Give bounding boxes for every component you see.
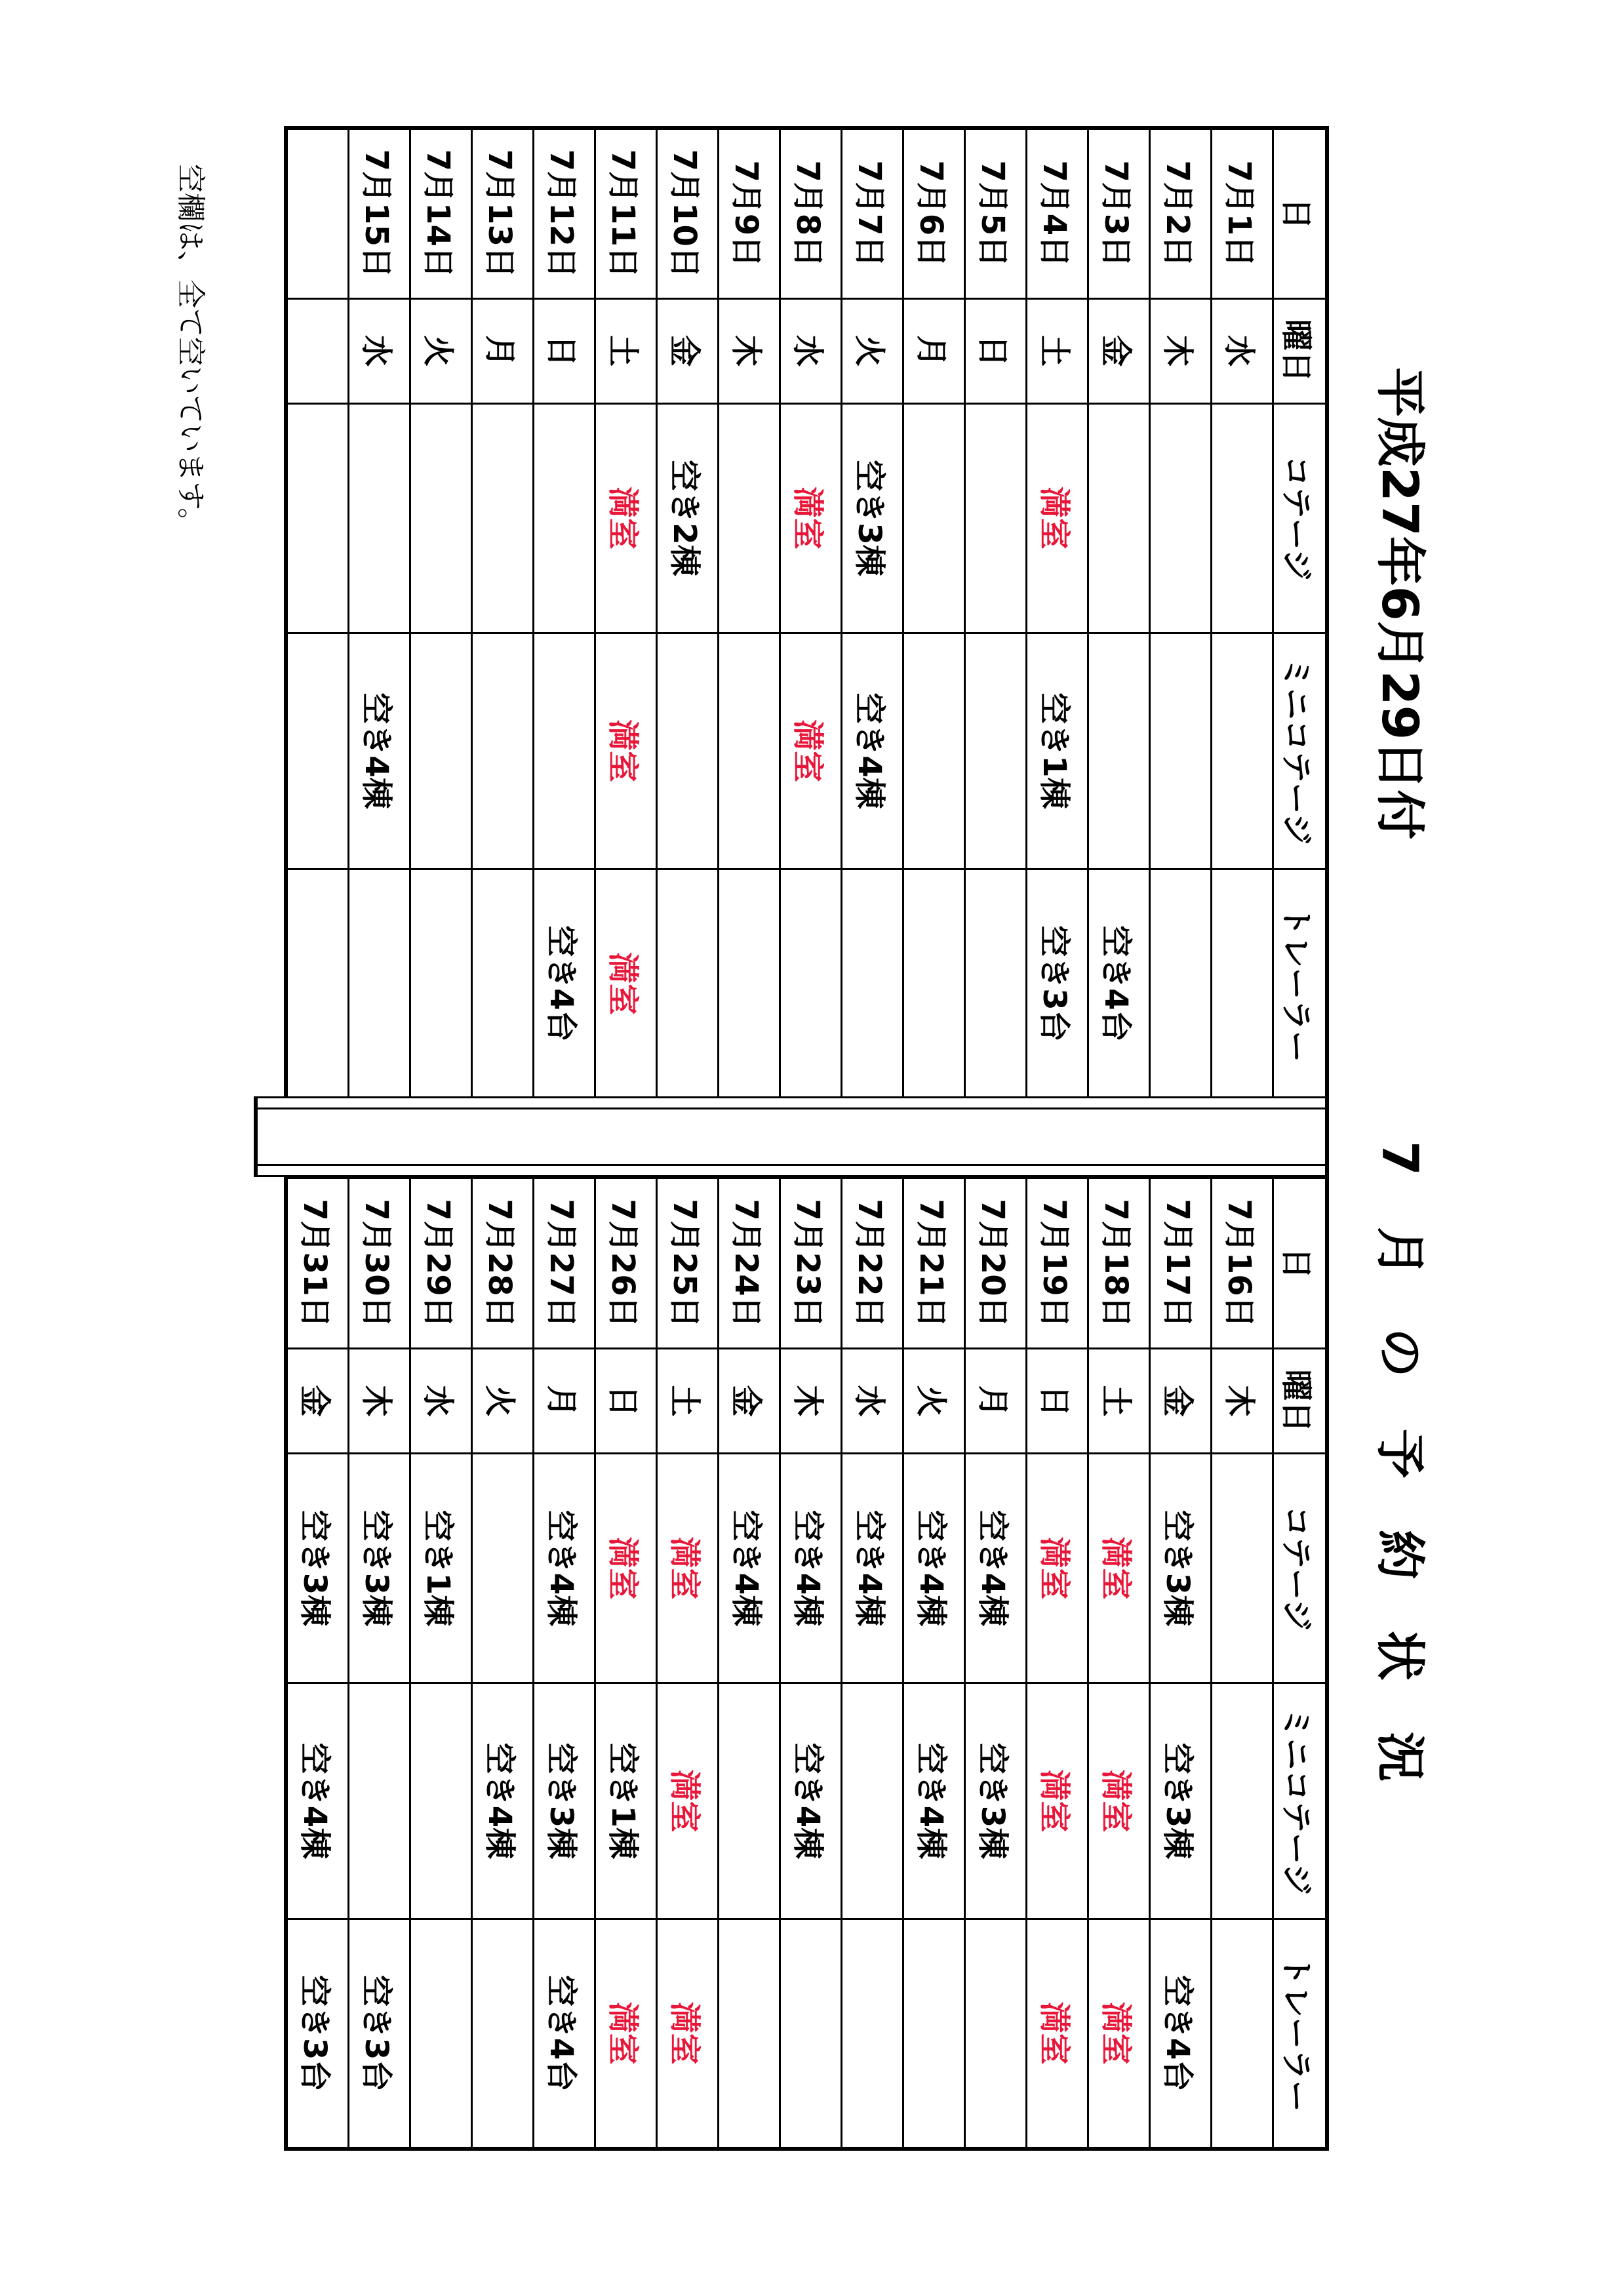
cottage-cell: 空き2棟: [657, 403, 719, 633]
table-row: [657, 128, 719, 1098]
date-cell: 7月27日: [534, 1178, 595, 1349]
date-cell: 7月4日: [1027, 128, 1088, 298]
date-cell: 7月23日: [780, 1178, 842, 1349]
table-body-left: [286, 128, 1273, 1098]
cottage-cell: [410, 403, 472, 633]
mini-cottage-cell: 空き4棟: [349, 633, 410, 869]
date-cell: [286, 128, 349, 298]
mini-cottage-cell: 空き1棟: [595, 1683, 657, 1919]
trailer-cell: 空き3台: [1027, 869, 1088, 1098]
table-row: [410, 128, 472, 1098]
weekday-cell: 日: [595, 1349, 657, 1454]
title-date: 平成27年6月29日付: [1371, 367, 1430, 840]
date-cell: 7月31日: [286, 1178, 349, 1349]
reservation-table-left: [284, 126, 1329, 1100]
cottage-cell: 空き4棟: [842, 1454, 903, 1683]
table-row: [349, 1178, 410, 2149]
mini-cottage-cell: [472, 633, 534, 869]
table-row: [286, 128, 349, 1098]
mini-cottage-cell: [903, 633, 965, 869]
table-row: [780, 128, 842, 1098]
trailer-cell: [472, 869, 534, 1098]
trailer-cell: [657, 869, 719, 1098]
weekday-cell: 水: [780, 298, 842, 403]
header-weekday: 曜日: [1273, 1349, 1328, 1454]
date-cell: 7月7日: [842, 128, 903, 298]
cottage-cell: 空き4棟: [719, 1454, 780, 1683]
weekday-cell: 月: [472, 298, 534, 403]
cottage-cell: 満室: [1027, 1454, 1088, 1683]
date-cell: 7月12日: [534, 128, 595, 298]
weekday-cell: 火: [472, 1349, 534, 1454]
table-row: [1088, 1178, 1150, 2149]
trailer-cell: [286, 869, 349, 1098]
table-row: [534, 128, 595, 1098]
title-line: [1368, 367, 1440, 2006]
weekday-cell: 土: [1088, 1349, 1150, 1454]
date-cell: 7月15日: [349, 128, 410, 298]
mini-cottage-cell: 満室: [595, 633, 657, 869]
table-row: [903, 1178, 965, 2149]
trailer-cell: 空き3台: [286, 1919, 349, 2149]
cottage-cell: [349, 403, 410, 633]
title-heading: 7月の予約状況: [1371, 1141, 1430, 1833]
mini-cottage-cell: 空き4棟: [842, 633, 903, 869]
trailer-cell: [410, 1919, 472, 2149]
weekday-cell: 日: [965, 298, 1027, 403]
cottage-cell: [472, 403, 534, 633]
table-row: [657, 1178, 719, 2149]
trailer-cell: 満室: [595, 1919, 657, 2149]
mini-cottage-cell: [1212, 633, 1273, 869]
mini-cottage-cell: 満室: [1027, 1683, 1088, 1919]
weekday-cell: 木: [349, 1349, 410, 1454]
trailer-cell: 空き4台: [534, 869, 595, 1098]
cottage-cell: [534, 403, 595, 633]
weekday-cell: 月: [534, 1349, 595, 1454]
mini-cottage-cell: [1088, 633, 1150, 869]
date-cell: 7月29日: [410, 1178, 472, 1349]
date-cell: 7月28日: [472, 1178, 534, 1349]
date-cell: 7月30日: [349, 1178, 410, 1349]
cottage-cell: 満室: [657, 1454, 719, 1683]
cottage-cell: 空き3棟: [286, 1454, 349, 1683]
cottage-cell: 満室: [595, 403, 657, 633]
date-cell: 7月22日: [842, 1178, 903, 1349]
cottage-cell: 空き4棟: [534, 1454, 595, 1683]
date-cell: 7月1日: [1212, 128, 1273, 298]
mini-cottage-cell: [965, 633, 1027, 869]
trailer-cell: [965, 1919, 1027, 2149]
table-row: [719, 128, 780, 1098]
weekday-cell: 土: [595, 298, 657, 403]
reservation-table-right: [284, 1177, 1329, 2151]
mini-cottage-cell: 満室: [657, 1683, 719, 1919]
cottage-cell: [719, 403, 780, 633]
weekday-cell: 金: [286, 1349, 349, 1454]
weekday-cell: 土: [657, 1349, 719, 1454]
trailer-cell: [1212, 869, 1273, 1098]
weekday-cell: 金: [657, 298, 719, 403]
trailer-cell: [780, 1919, 842, 2149]
table-body-right: [286, 1178, 1273, 2149]
cottage-cell: 空き3棟: [842, 403, 903, 633]
cottage-cell: [286, 403, 349, 633]
cottage-cell: 満室: [1088, 1454, 1150, 1683]
mini-cottage-cell: [657, 633, 719, 869]
date-cell: 7月21日: [903, 1178, 965, 1349]
date-cell: 7月10日: [657, 128, 719, 298]
cottage-cell: 空き1棟: [410, 1454, 472, 1683]
table-row: [1212, 1178, 1273, 2149]
mini-cottage-cell: [1150, 633, 1212, 869]
mini-cottage-cell: [410, 633, 472, 869]
date-cell: 7月5日: [965, 128, 1027, 298]
mini-cottage-cell: 満室: [780, 633, 842, 869]
mini-cottage-cell: [349, 1683, 410, 1919]
mini-cottage-cell: [719, 633, 780, 869]
cottage-cell: 満室: [1027, 403, 1088, 633]
weekday-cell: 火: [410, 298, 472, 403]
trailer-cell: 満室: [1027, 1919, 1088, 2149]
mini-cottage-cell: 満室: [1088, 1683, 1150, 1919]
date-cell: 7月9日: [719, 128, 780, 298]
date-cell: 7月25日: [657, 1178, 719, 1349]
weekday-cell: 金: [1088, 298, 1150, 403]
table-row: [719, 1178, 780, 2149]
trailer-cell: [903, 1919, 965, 2149]
weekday-cell: 火: [903, 1349, 965, 1454]
mini-cottage-cell: 空き4棟: [903, 1683, 965, 1919]
weekday-cell: 木: [1150, 298, 1212, 403]
header-cottage: コテージ: [1273, 403, 1328, 633]
weekday-cell: 土: [1027, 298, 1088, 403]
table-row: [842, 128, 903, 1098]
header-cottage: コテージ: [1273, 1454, 1328, 1683]
table-row: [1150, 1178, 1212, 2149]
table-row: [286, 1178, 349, 2149]
cottage-cell: 空き4棟: [903, 1454, 965, 1683]
weekday-cell: 水: [842, 1349, 903, 1454]
weekday-cell: [286, 298, 349, 403]
table-header-row: [1273, 128, 1328, 1098]
weekday-cell: 金: [719, 1349, 780, 1454]
mini-cottage-cell: [286, 633, 349, 869]
weekday-cell: 水: [349, 298, 410, 403]
trailer-cell: 空き3台: [349, 1919, 410, 2149]
trailer-cell: [719, 1919, 780, 2149]
cottage-cell: 空き3棟: [1150, 1454, 1212, 1683]
header-trailer: トレーラー: [1273, 1919, 1328, 2149]
trailer-cell: [472, 1919, 534, 2149]
cottage-cell: [1212, 1454, 1273, 1683]
header-trailer: トレーラー: [1273, 869, 1328, 1098]
date-cell: 7月24日: [719, 1178, 780, 1349]
header-weekday: 曜日: [1273, 298, 1328, 403]
trailer-cell: [842, 1919, 903, 2149]
date-cell: 7月26日: [595, 1178, 657, 1349]
weekday-cell: 月: [965, 1349, 1027, 1454]
mini-cottage-cell: 空き3棟: [965, 1683, 1027, 1919]
header-mini-cottage: ミニコテージ: [1273, 1683, 1328, 1919]
mini-cottage-cell: [842, 1683, 903, 1919]
cottage-cell: [1150, 403, 1212, 633]
table-row: [349, 128, 410, 1098]
trailer-cell: 満室: [595, 869, 657, 1098]
trailer-cell: [965, 869, 1027, 1098]
date-cell: 7月3日: [1088, 128, 1150, 298]
date-cell: 7月6日: [903, 128, 965, 298]
weekday-cell: 日: [534, 298, 595, 403]
trailer-cell: [410, 869, 472, 1098]
table-separator: [254, 1096, 1329, 1177]
table-row: [1088, 128, 1150, 1098]
table-row: [1212, 128, 1273, 1098]
weekday-cell: 木: [1212, 1349, 1273, 1454]
date-cell: 7月13日: [472, 128, 534, 298]
header-mini-cottage: ミニコテージ: [1273, 633, 1328, 869]
table-row: [903, 128, 965, 1098]
mini-cottage-cell: [410, 1683, 472, 1919]
date-cell: 7月11日: [595, 128, 657, 298]
date-cell: 7月19日: [1027, 1178, 1088, 1349]
cottage-cell: [472, 1454, 534, 1683]
cottage-cell: 空き4棟: [965, 1454, 1027, 1683]
weekday-cell: 木: [719, 298, 780, 403]
table-row: [595, 1178, 657, 2149]
table-row: [410, 1178, 472, 2149]
weekday-cell: 月: [903, 298, 965, 403]
date-cell: 7月8日: [780, 128, 842, 298]
weekday-cell: 火: [842, 298, 903, 403]
cottage-cell: [1088, 403, 1150, 633]
trailer-cell: 空き4台: [534, 1919, 595, 2149]
table-row: [965, 128, 1027, 1098]
trailer-cell: [1212, 1919, 1273, 2149]
trailer-cell: 空き4台: [1150, 1919, 1212, 2149]
date-cell: 7月14日: [410, 128, 472, 298]
cottage-cell: 空き3棟: [349, 1454, 410, 1683]
trailer-cell: [903, 869, 965, 1098]
mini-cottage-cell: [719, 1683, 780, 1919]
date-cell: 7月20日: [965, 1178, 1027, 1349]
trailer-cell: [1150, 869, 1212, 1098]
weekday-cell: 水: [1212, 298, 1273, 403]
mini-cottage-cell: 空き3棟: [1150, 1683, 1212, 1919]
date-cell: 7月17日: [1150, 1178, 1212, 1349]
table-row: [595, 128, 657, 1098]
table-row: [472, 1178, 534, 2149]
table-row: [1027, 128, 1088, 1098]
mini-cottage-cell: 空き4棟: [286, 1683, 349, 1919]
mini-cottage-cell: 空き4棟: [472, 1683, 534, 1919]
weekday-cell: 金: [1150, 1349, 1212, 1454]
weekday-cell: 水: [410, 1349, 472, 1454]
table-row: [842, 1178, 903, 2149]
trailer-cell: [719, 869, 780, 1098]
trailer-cell: 満室: [1088, 1919, 1150, 2149]
mini-cottage-cell: [534, 633, 595, 869]
weekday-cell: 日: [1027, 1349, 1088, 1454]
trailer-cell: 空き4台: [1088, 869, 1150, 1098]
trailer-cell: 満室: [657, 1919, 719, 2149]
weekday-cell: 木: [780, 1349, 842, 1454]
cottage-cell: 満室: [595, 1454, 657, 1683]
table-row: [1150, 128, 1212, 1098]
mini-cottage-cell: 空き3棟: [534, 1683, 595, 1919]
trailer-cell: [842, 869, 903, 1098]
table-row: [1027, 1178, 1088, 2149]
table-row: [965, 1178, 1027, 2149]
date-cell: 7月2日: [1150, 128, 1212, 298]
cottage-cell: [965, 403, 1027, 633]
table-row: [472, 128, 534, 1098]
cottage-cell: [1212, 403, 1273, 633]
cottage-cell: [903, 403, 965, 633]
date-cell: 7月16日: [1212, 1178, 1273, 1349]
footnote: 空欄は、全て空いています。: [174, 164, 207, 537]
table-row: [780, 1178, 842, 2149]
mini-cottage-cell: [1212, 1683, 1273, 1919]
cottage-cell: 満室: [780, 403, 842, 633]
mini-cottage-cell: 空き4棟: [780, 1683, 842, 1919]
cottage-cell: 空き4棟: [780, 1454, 842, 1683]
header-date: 日: [1273, 1178, 1328, 1349]
trailer-cell: [780, 869, 842, 1098]
date-cell: 7月18日: [1088, 1178, 1150, 1349]
mini-cottage-cell: 空き1棟: [1027, 633, 1088, 869]
header-date: 日: [1273, 128, 1328, 298]
table-header-row: [1273, 1178, 1328, 2149]
trailer-cell: [349, 869, 410, 1098]
table-row: [534, 1178, 595, 2149]
